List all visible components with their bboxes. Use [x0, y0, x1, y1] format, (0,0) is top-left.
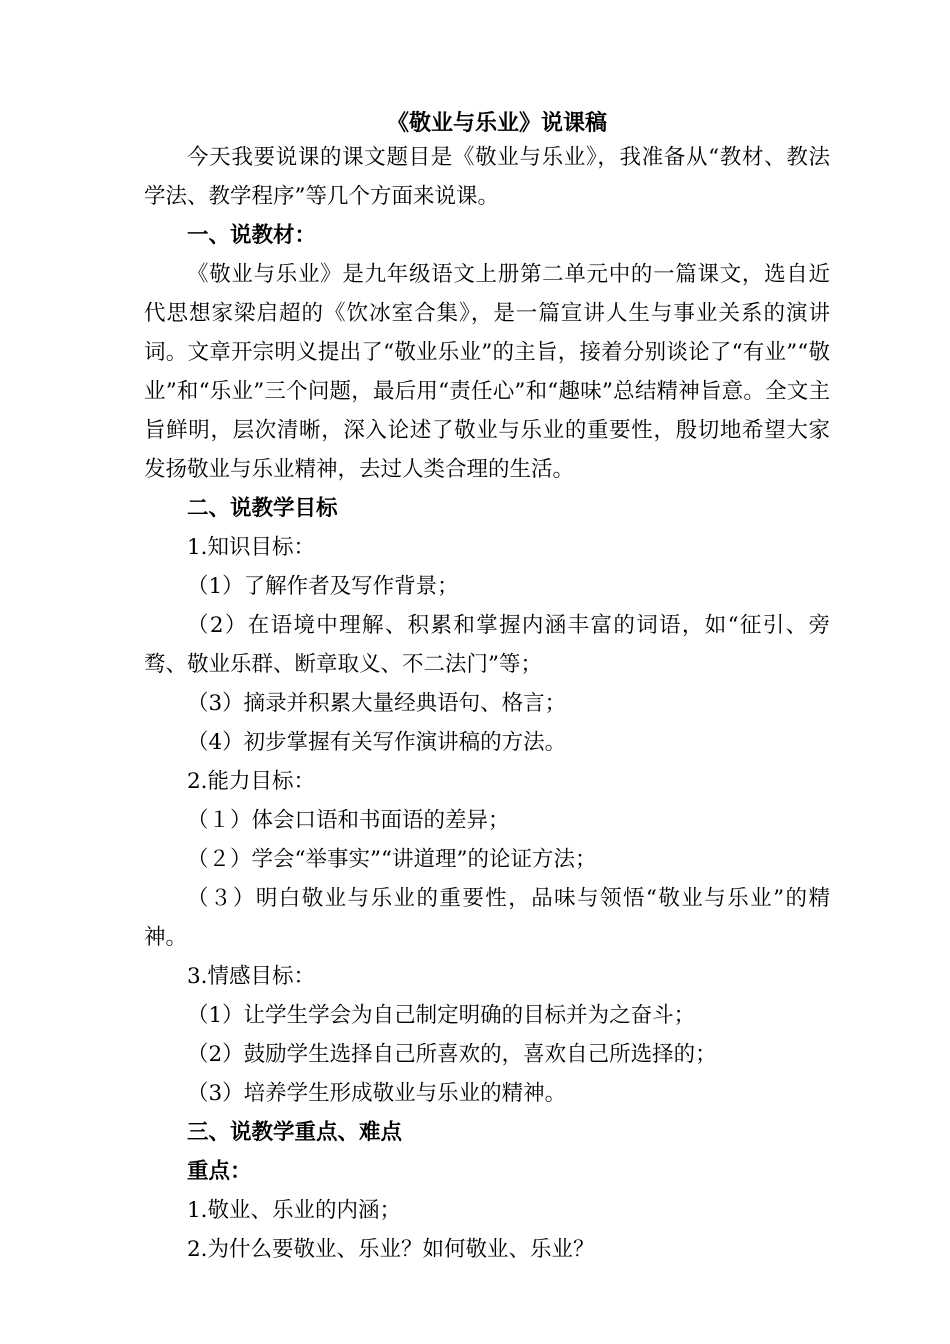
textbook-paragraph: 《敬业与乐业》是九年级语文上册第二单元中的一篇课文，选自近代思想家梁启超的《饮冰室合集》，是一篇宣讲人生与事业关系的演讲词。文章开宗明义提出了“敬业乐业”的主旨，接着分别谈论了“有业”“敬业”和“乐业”三个问题，最后用“责任心”和“趣味”总结精神旨意。全文主旨鲜明，层次清晰，深入论述了敬业与乐业的重要性，殷切地希望大家发扬敬业与乐业精神，去过人类合理的生活。 [144, 262, 830, 482]
knowledge-item: （1）了解作者及写作背景； [187, 574, 459, 599]
ability-objectives-heading: 2.能力目标： [187, 769, 316, 794]
section-heading-textbook: 一、说教材： [187, 223, 317, 248]
emotion-item: （1）让学生学会为自己制定明确的目标并为之奋斗； [187, 1003, 696, 1028]
ability-item: （１）体会口语和书面语的差异； [187, 808, 510, 833]
section-heading-objectives: 二、说教学目标 [187, 496, 338, 521]
document-page [144, 108, 830, 1269]
emotion-item: （3）培养学生形成敬业与乐业的精神。 [187, 1081, 567, 1106]
intro-paragraph: 今天我要说课的课文题目是《敬业与乐业》，我准备从“教材、教法学法、教学程序”等几个方面来说课。 [144, 145, 830, 209]
ability-item: （３）明白敬业与乐业的重要性，品味与领悟“敬业与乐业”的精神。 [144, 886, 830, 950]
emotion-item: （2）鼓励学生选择自己所喜欢的，喜欢自己所选择的； [187, 1042, 717, 1067]
document-title: 《敬业与乐业》说课稿 [386, 110, 607, 136]
emotion-objectives-heading: 3.情感目标： [187, 964, 316, 989]
knowledge-item: （4）初步掌握有关写作演讲稿的方法。 [187, 730, 567, 755]
key-points-heading: 重点： [187, 1159, 252, 1184]
knowledge-item: （2）在语境中理解、积累和掌握内涵丰富的词语，如“征引、旁骛、敬业乐群、断章取义、不二法门”等； [144, 613, 830, 677]
ability-item: （２）学会“举事实”“讲道理”的论证方法； [187, 847, 597, 872]
knowledge-objectives-heading: 1.知识目标： [187, 535, 316, 560]
key-point-item: 1.敬业、乐业的内涵； [187, 1198, 402, 1223]
knowledge-item: （3）摘录并积累大量经典语句、格言； [187, 691, 567, 716]
key-point-item: 2.为什么要敬业、乐业？如何敬业、乐业？ [187, 1237, 595, 1262]
section-heading-key-points: 三、说教学重点、难点 [187, 1120, 403, 1145]
